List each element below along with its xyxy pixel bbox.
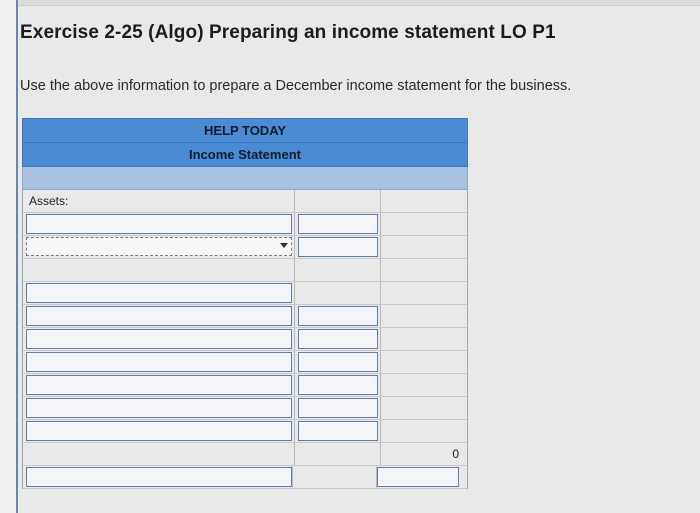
row-label-cell	[23, 305, 295, 327]
label-input[interactable]	[26, 421, 292, 441]
amount-cell	[295, 397, 381, 419]
table-row	[23, 466, 467, 489]
total-cell	[381, 351, 467, 373]
amount-input[interactable]	[298, 214, 378, 234]
assets-label: Assets:	[29, 194, 69, 208]
total-cell	[381, 282, 467, 304]
row-label-cell	[23, 374, 295, 396]
left-gutter	[0, 0, 16, 513]
label-input[interactable]	[26, 375, 292, 395]
total-amount: 0	[452, 447, 459, 461]
date-band	[22, 167, 468, 190]
label-input[interactable]	[26, 398, 292, 418]
chevron-down-icon	[280, 243, 288, 248]
table-row	[23, 236, 467, 259]
row-label-cell	[23, 282, 295, 304]
total-cell	[381, 236, 467, 258]
amount-cell	[295, 236, 381, 258]
amount-input[interactable]	[298, 306, 378, 326]
statement-title-header: Income Statement	[22, 143, 468, 167]
row-label-cell	[23, 420, 295, 442]
total-cell	[381, 443, 467, 465]
amount-cell	[295, 305, 381, 327]
instruction-text: Use the above information to prepare a December income statement for the business.	[20, 78, 572, 94]
statement-grid	[22, 190, 468, 489]
table-row	[23, 305, 467, 328]
amount-cell	[295, 259, 381, 281]
net-label-input[interactable]	[26, 467, 292, 487]
row-label-cell	[23, 466, 293, 488]
top-border	[0, 0, 700, 6]
company-name-header: HELP TODAY	[22, 118, 468, 143]
amount-cell	[295, 282, 381, 304]
page-title: Exercise 2-25 (Algo) Preparing an income statement LO P1	[20, 22, 556, 43]
account-select[interactable]	[26, 237, 292, 256]
table-row	[23, 328, 467, 351]
row-label-cell	[23, 351, 295, 373]
amount-input[interactable]	[298, 421, 378, 441]
label-input[interactable]	[26, 329, 292, 349]
table-row	[23, 190, 467, 213]
total-cell	[381, 259, 467, 281]
amount-input[interactable]	[298, 329, 378, 349]
table-row	[23, 397, 467, 420]
row-label-cell	[23, 259, 295, 281]
label-input[interactable]	[26, 283, 292, 303]
income-statement-worksheet	[22, 118, 468, 489]
amount-input[interactable]	[298, 398, 378, 418]
label-input[interactable]	[26, 306, 292, 326]
row-label-cell	[23, 328, 295, 350]
label-input[interactable]	[26, 352, 292, 372]
amount-cell	[295, 374, 381, 396]
amount-cell	[295, 328, 381, 350]
table-row	[23, 282, 467, 305]
row-label-cell	[23, 397, 295, 419]
row-label-cell	[23, 236, 295, 258]
total-cell	[381, 305, 467, 327]
total-cell	[381, 190, 467, 212]
table-row	[23, 213, 467, 236]
total-cell	[377, 466, 467, 488]
table-row	[23, 420, 467, 443]
amount-cell	[295, 443, 381, 465]
row-label-cell	[23, 213, 295, 235]
amount-cell	[295, 351, 381, 373]
left-accent-line	[16, 0, 18, 513]
row-label-cell	[23, 443, 295, 465]
table-row	[23, 374, 467, 397]
total-cell	[381, 328, 467, 350]
amount-cell	[293, 466, 377, 488]
net-amount-input[interactable]	[377, 467, 459, 487]
label-input[interactable]	[26, 214, 292, 234]
amount-cell	[295, 420, 381, 442]
table-row	[23, 443, 467, 466]
amount-input[interactable]	[298, 237, 378, 257]
amount-cell	[295, 213, 381, 235]
total-cell	[381, 374, 467, 396]
amount-input[interactable]	[298, 375, 378, 395]
amount-input[interactable]	[298, 352, 378, 372]
amount-cell	[295, 190, 381, 212]
total-cell	[381, 420, 467, 442]
table-row	[23, 351, 467, 374]
total-cell	[381, 213, 467, 235]
total-cell	[381, 397, 467, 419]
table-row	[23, 259, 467, 282]
row-label-cell	[23, 190, 295, 212]
